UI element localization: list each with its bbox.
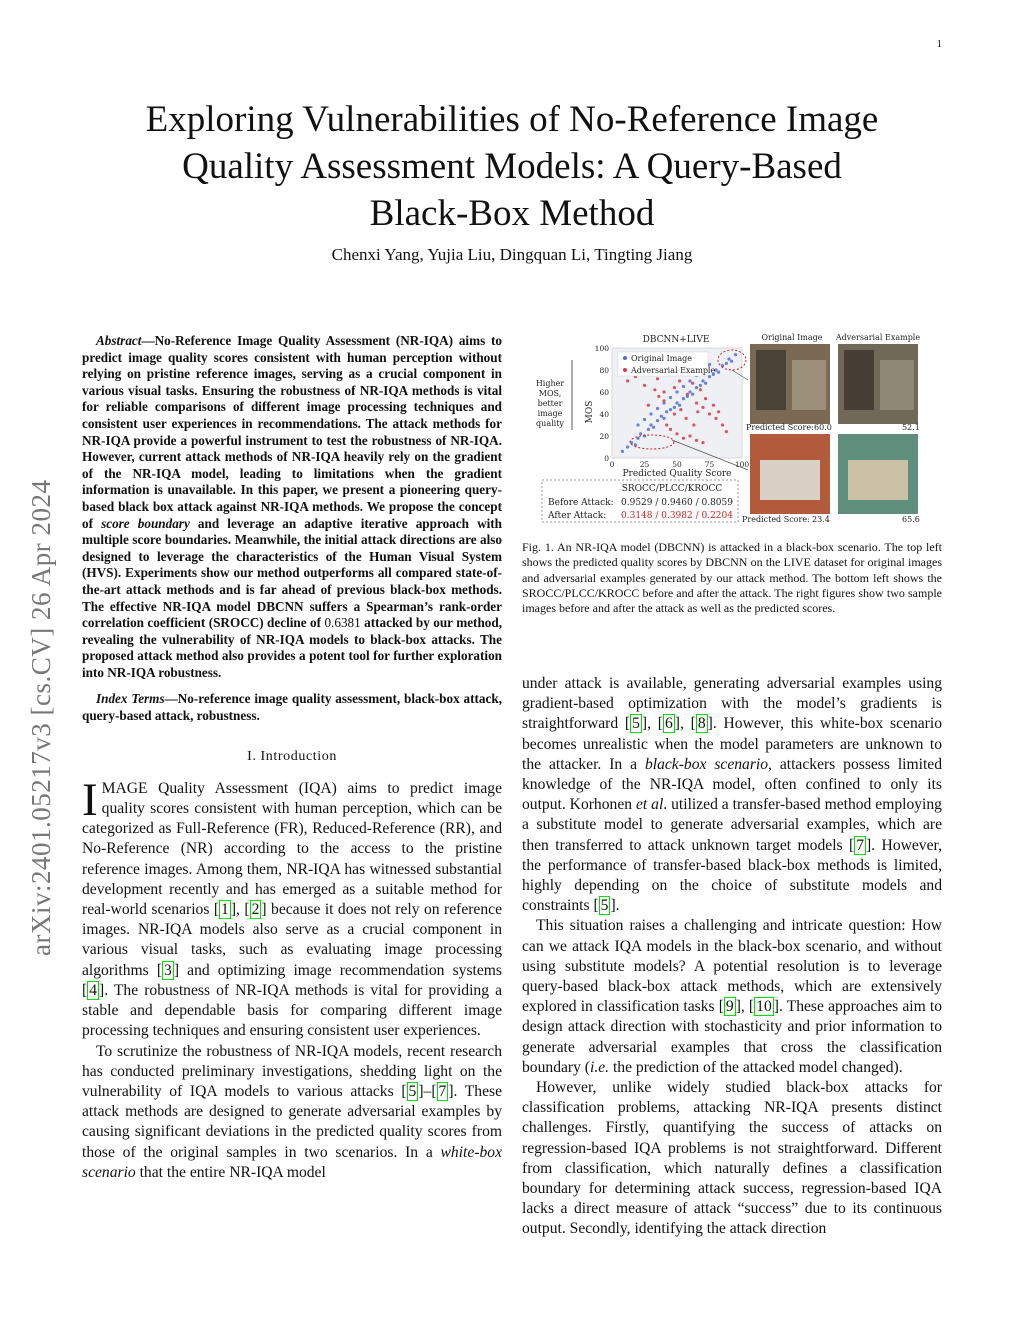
body-paragraph: This situation raises a challenging and intricate question: How can we attack IQA models in the black-box scenario, and without using substitute models? A potential resolution is to leverage query-based black-box attack methods, which are extensively explored in classification tasks [ 9 ], [ 10 ]. These approaches aim to design attack direction with stochasticity and prior information to generate adversarial examples that cross the classification boundary (i.e. the prediction of the attacked model changed). — [522, 917, 942, 1076]
abstract-text: —No-Reference Image Quality Assessment (NR-IQA) aims to predict image quality scores consistent with human perception without relying on pristine reference images, serving as a crucial component in various visual tasks. Ensuring the robustness of NR-IQA methods is vital for reliable comparisons of different image processing techniques and consistent user experiences in recommendations. The attack methods for NR-IQA provide a powerful instrument to test the robustness of NR-IQA. However, current attack methods of NR-IQA heavily rely on the gradient of the NR-IQA model, leading to limitations when the gradient information is unavailable. In this paper, we present a pioneering query-based black box attack against NR-IQA methods. We propose the concept of — [82, 333, 502, 531]
y-tick-label: 40 — [599, 410, 609, 419]
paragraph-text: . — [615, 897, 620, 915]
point-adversarial — [695, 401, 698, 404]
point-adversarial — [696, 410, 699, 413]
abstract — [82, 333, 502, 725]
x-ticks — [610, 460, 750, 469]
drop-cap: I — [82, 773, 98, 826]
point-original — [691, 393, 694, 396]
point-adversarial — [717, 410, 720, 413]
point-adversarial — [712, 404, 715, 407]
abstract-label: Abstract — [96, 333, 142, 348]
image-detail — [756, 350, 786, 410]
citation-link[interactable]: 10 — [756, 998, 772, 1016]
point-adversarial — [656, 377, 659, 380]
point-adversarial — [643, 384, 646, 387]
point-adversarial — [653, 388, 656, 391]
paragraph-text: the prediction of the attacked model changed). — [609, 1058, 903, 1076]
figure-caption: Fig. 1. An NR-IQA model (DBCNN) is attacked in a black-box scenario. The top left shows the predicted quality scores by DBCNN on the LIVE dataset for original images and adversarial examples generated by our attack method. The bottom left shows the SROCC/PLCC/KROCC before and after the attack. The right figures show two sample images before and after the attack as well as the predicted scores. — [522, 540, 942, 616]
index-terms-label: Index Terms — [96, 691, 165, 707]
emphasis: black-box scenario — [644, 755, 769, 773]
point-original — [673, 406, 676, 409]
author-list: Chenxi Yang, Yujia Liu, Dingquan Li, Tingting Jiang — [331, 245, 693, 264]
abstract-text: and leverage an adaptive iterative approach with multiple score boundaries. Meanwhile, the initial attack directions are also designed to leverage the characteristics of the Human Visual System (HVS). Experiments show our method outperforms all compared state-of-the-art attack methods and is far ahead of previous black-box methods. The effective NR-IQA model DBCNN suffers a Spearman’s rank-order correlation coefficient (SROCC) decline of — [82, 515, 502, 631]
abstract-emph: score boundary — [101, 515, 190, 531]
point-original — [675, 390, 678, 393]
section-heading: I. Introduction — [247, 748, 337, 764]
point-adversarial — [701, 406, 704, 409]
point-original — [665, 410, 668, 413]
citation-link[interactable]: 3 — [164, 961, 172, 979]
y-tick-label: 60 — [599, 388, 609, 397]
point-adversarial — [675, 432, 678, 435]
left-column — [82, 333, 502, 1183]
paragraph-text: This situation raises a challenging and intricate question: How can we attack IQA models in the black-box scenario, and without using substitute models? A potential resolution is to leverage query-based black-box attack methods, which are extensively explored in classification tasks — [522, 917, 942, 1016]
citation-link[interactable]: 5 — [600, 897, 609, 915]
arxiv-stamp: arXiv:2401.05217v3 [cs.CV] 26 Apr 2024 — [26, 479, 56, 956]
point-adversarial — [692, 423, 695, 426]
point-adversarial — [682, 437, 685, 440]
citation-link[interactable]: 7 — [438, 1082, 447, 1100]
paragraph-text: and optimizing image recommendation systems — [179, 961, 502, 979]
image-detail — [880, 360, 914, 410]
point-original — [682, 385, 685, 388]
paragraph-text: . The robustness of NR-IQA methods is vital for providing a stable and dependable basis for comparing different image processing techniques and ensuring consistent user experiences. — [82, 981, 502, 1040]
intro-paragraph: To scrutinize the robustness of NR-IQA models, recent research has conducted preliminary investigations, shedding light on the vulnerability of IQA models to various attacks [ 5 ]–[ 7 ]. These attack methods are designed to generate adversarial examples by causing significant deviations in the predicted quality scores from those of the original samples in two scenarios. In a white-box scenario that the entire NR-IQA model — [82, 1042, 502, 1181]
point-adversarial — [725, 430, 728, 433]
point-adversarial — [701, 441, 704, 444]
x-tick-label: 75 — [704, 460, 715, 469]
paragraph-text: . However, the performance of transfer-based black-box methods is limited, highly depending on the choice of substitute models and constraints — [522, 836, 942, 915]
paragraph-text: . These attack methods are designed to generate adversarial examples by causing significant deviations in the predicted quality scores from those of the original samples in two scenarios. In a — [82, 1082, 502, 1161]
point-adversarial — [662, 399, 665, 402]
point-original — [647, 428, 650, 431]
column-header-original: Original Image — [761, 333, 823, 342]
point-adversarial — [673, 386, 676, 389]
point-original — [708, 375, 711, 378]
intro-paragraph: IMAGE Quality Assessment (IQA) aims to predict image quality scores consistent with human perception, which can be categorized as Full-Reference (FR), Reduced-Reference (RR), and No-Reference (NR) according to the access to the pristine reference images. Among them, NR-IQA has witnessed substantial development recently and has emerged as a suitable method for real-world scenarios [ 1 ], [ 2 ] because it does not rely on reference images. NR-IQA models also serve as a crucial component in various visual tasks, such as evaluating image processing algorithms [ 3 ] and optimizing image recommendation systems [ 4 ]. The robustness of NR-IQA methods is vital for providing a stable and dependable basis for comparing different image processing techniques and ensuring consistent user experiences. — [82, 773, 502, 1040]
point-original — [701, 379, 704, 382]
point-original — [704, 382, 707, 385]
column-header-adversarial: Adversarial Example — [835, 333, 921, 342]
point-adversarial — [662, 390, 665, 393]
point-original — [727, 357, 730, 360]
point-adversarial — [657, 395, 660, 398]
point-adversarial — [669, 428, 672, 431]
title-line: Exploring Vulnerabilities of No-Reference Image — [145, 99, 879, 140]
y-tick-label: 80 — [599, 366, 609, 375]
point-adversarial — [688, 434, 691, 437]
paragraph-text: – — [423, 1082, 432, 1100]
paragraph-text: that the entire NR-IQA model — [135, 1163, 326, 1181]
citation-link[interactable]: 4 — [89, 981, 97, 999]
point-original — [734, 353, 737, 356]
body-paragraph: under attack is available, generating adversarial examples using gradient-based optimization with the model’s gradients is straightforward [ 5 ], [ 6 ], [ 8 ]. However, this white-box scenario becomes unrealistic when the model parameters are unknown to the attacker. In a black-box scenario, attackers possess limited knowledge of the NR-IQA model, often confined to only its output. Korhonen et al. utilized a transfer-based method employing a substitute model to generate adversarial examples, which are then transferred to attack unknown target models [ 7 ]. However, the performance of transfer-based black-box methods is limited, highly depending on the choice of substitute models and constraints [ 5 ]. — [522, 675, 943, 915]
citation-link[interactable]: 5 — [408, 1082, 417, 1100]
point-original — [639, 432, 642, 435]
paragraph-text: , — [236, 901, 245, 919]
paragraph-text: MAGE Quality Assessment (IQA) aims to predict image quality scores consistent with human perception, which can be categorized as Full-Reference (FR), Reduced-Reference (RR), and No-Reference (NR) according to the access to the pristine reference images. Among them, NR-IQA has witnessed substantial development recently and has emerged as a suitable method for real-world scenarios — [82, 779, 502, 919]
side-note-line: Higher — [535, 379, 565, 388]
point-original — [643, 434, 646, 437]
score-label: Predicted Score: — [742, 515, 810, 524]
x-axis-label: Predicted Quality Score — [622, 469, 732, 479]
point-adversarial — [714, 417, 717, 420]
point-original — [678, 404, 681, 407]
point-adversarial — [704, 397, 707, 400]
y-tick-label: 100 — [594, 344, 609, 353]
point-original — [626, 445, 629, 448]
emphasis: et al — [635, 796, 664, 814]
after-attack-label: After Attack: — [548, 511, 607, 521]
side-note-line: image — [537, 409, 563, 418]
plot-title: DBCNN+LIVE — [642, 335, 710, 345]
point-original — [636, 423, 639, 426]
point-original — [688, 390, 691, 393]
abstract-text: attacked by our method, revealing the vulnerability of NR-IQA models to black-box attacks. The proposed attack method also provides a potent tool for further exploration into NR-IQA robustness. — [82, 615, 503, 680]
paragraph-text: , attackers possess limited knowledge of the NR-IQA model, often confined to only its output. Korhonen — [522, 755, 943, 814]
point-adversarial — [695, 439, 698, 442]
before-attack-label: Before Attack: — [548, 498, 614, 508]
point-adversarial — [686, 393, 689, 396]
legend-label: Adversarial Example — [631, 366, 716, 375]
point-original — [730, 360, 733, 363]
point-original — [725, 362, 728, 365]
point-original — [660, 415, 663, 418]
x-tick-label: 25 — [639, 460, 650, 469]
point-original — [652, 426, 655, 429]
point-original — [721, 364, 724, 367]
score-label: Predicted Score: — [746, 423, 814, 432]
point-adversarial — [721, 423, 724, 426]
point-original — [649, 423, 652, 426]
title-line: Black-Box Method — [369, 193, 655, 234]
title-line: Quality Assessment Models: A Query-Based — [182, 146, 842, 187]
side-note-line: MOS, — [538, 389, 562, 398]
point-adversarial — [708, 412, 711, 415]
citation-link[interactable]: 9 — [725, 998, 734, 1016]
paragraph-text: To scrutinize the robustness of NR-IQA models, recent research has conducted preliminary investigations, shedding light on the vulnerability of IQA models to various attacks — [82, 1042, 502, 1100]
score-value: 60.0 — [814, 423, 832, 432]
point-original — [669, 408, 672, 411]
point-original — [699, 384, 702, 387]
point-original — [695, 386, 698, 389]
point-original — [621, 450, 624, 453]
point-adversarial — [665, 423, 668, 426]
x-tick-label: 100 — [734, 460, 750, 469]
abstract-value: 0.6381 — [324, 615, 361, 631]
score-value: 23.4 — [812, 515, 830, 524]
score-value: 65.6 — [902, 515, 920, 524]
point-adversarial — [691, 382, 694, 385]
paragraph-text: . These approaches aim to design attack direction with stochasticity and prior information to generate adversarial examples that cross the classification boundary ( — [522, 998, 942, 1076]
image-detail — [792, 360, 826, 410]
point-original — [643, 418, 646, 421]
citation-link[interactable]: 6 — [664, 715, 673, 733]
citation-link[interactable]: 7 — [856, 836, 865, 854]
x-tick-label: 0 — [609, 460, 615, 469]
right-column — [522, 674, 942, 1240]
point-adversarial — [678, 379, 681, 382]
image-detail — [848, 460, 908, 500]
point-original — [675, 401, 678, 404]
paragraph-text: . However, this white-box scenario becomes unrealistic when the model parameters are unknown to the attacker. In a — [522, 715, 942, 773]
emphasis: white-box scenario — [82, 1143, 502, 1181]
citation-link[interactable]: 2 — [251, 901, 260, 919]
point-original — [649, 412, 652, 415]
score-value: 52.1 — [902, 423, 920, 432]
legend-marker-original — [623, 356, 627, 360]
y-axis-label: MOS — [585, 400, 595, 424]
image-detail — [844, 350, 874, 410]
citation-link[interactable]: 1 — [221, 901, 229, 919]
index-terms-text: —No-reference image quality assessment, black-box attack, query-based attack, robustness. — [82, 691, 502, 724]
page-number: 1 — [936, 38, 942, 50]
point-original — [656, 407, 659, 410]
point-original — [688, 379, 691, 382]
legend-label: Original Image — [631, 354, 693, 363]
x-tick-label: 50 — [672, 460, 682, 469]
paragraph-text: under attack is available, generating adversarial examples using gradient-based optimization with the model’s gradients is straightforward — [522, 675, 942, 733]
y-tick-label: 20 — [599, 432, 609, 441]
point-adversarial — [685, 417, 688, 420]
before-attack-values: 0.9529 / 0.9460 / 0.8059 — [621, 498, 733, 508]
side-note-line: quality — [536, 419, 564, 428]
point-adversarial — [673, 412, 676, 415]
point-original — [669, 396, 672, 399]
emphasis: i.e. — [590, 1058, 610, 1076]
body-paragraph: However, unlike widely studied black-box attacks for classification problems, attacking NR-IQA presents distinct challenges. Firstly, quantifying the success of attacks on regression-based IQA problems is not straightforward. Different from classification, which naturally defines a classification boundary for determining attack success, regression-based IQA lacks a direct measure of attack “success” due to its continuous output. Secondly, identifying the attack direction — [522, 1079, 942, 1238]
point-original — [656, 419, 659, 422]
after-attack-values: 0.3148 / 0.3982 / 0.2204 — [621, 511, 733, 521]
point-adversarial — [679, 408, 682, 411]
point-adversarial — [699, 388, 702, 391]
point-original — [682, 397, 685, 400]
paragraph-text: because it does not rely on reference images. NR-IQA models also serve as a crucial component in various visual tasks, such as evaluating image processing algorithms — [82, 901, 502, 979]
side-note — [536, 360, 572, 430]
point-adversarial — [647, 404, 650, 407]
citation-link[interactable]: 5 — [632, 715, 640, 733]
point-original — [717, 371, 720, 374]
paper-title — [0, 96, 1024, 237]
citation-link[interactable]: 8 — [697, 715, 706, 733]
point-original — [662, 417, 665, 420]
metrics-header: SROCC/PLCC/KROCC — [621, 484, 723, 494]
figure-1 — [522, 330, 944, 526]
paragraph-text: . utilized a transfer-based method employing a substitute model to generate adversarial examples, which are then transferred to attack unknown target models — [522, 796, 942, 854]
legend-marker-adversarial — [623, 368, 627, 372]
image-detail — [760, 460, 820, 500]
y-ticks — [595, 344, 610, 463]
side-note-line: better — [537, 399, 563, 408]
point-adversarial — [626, 379, 629, 382]
y-tick-label: 0 — [604, 454, 609, 463]
